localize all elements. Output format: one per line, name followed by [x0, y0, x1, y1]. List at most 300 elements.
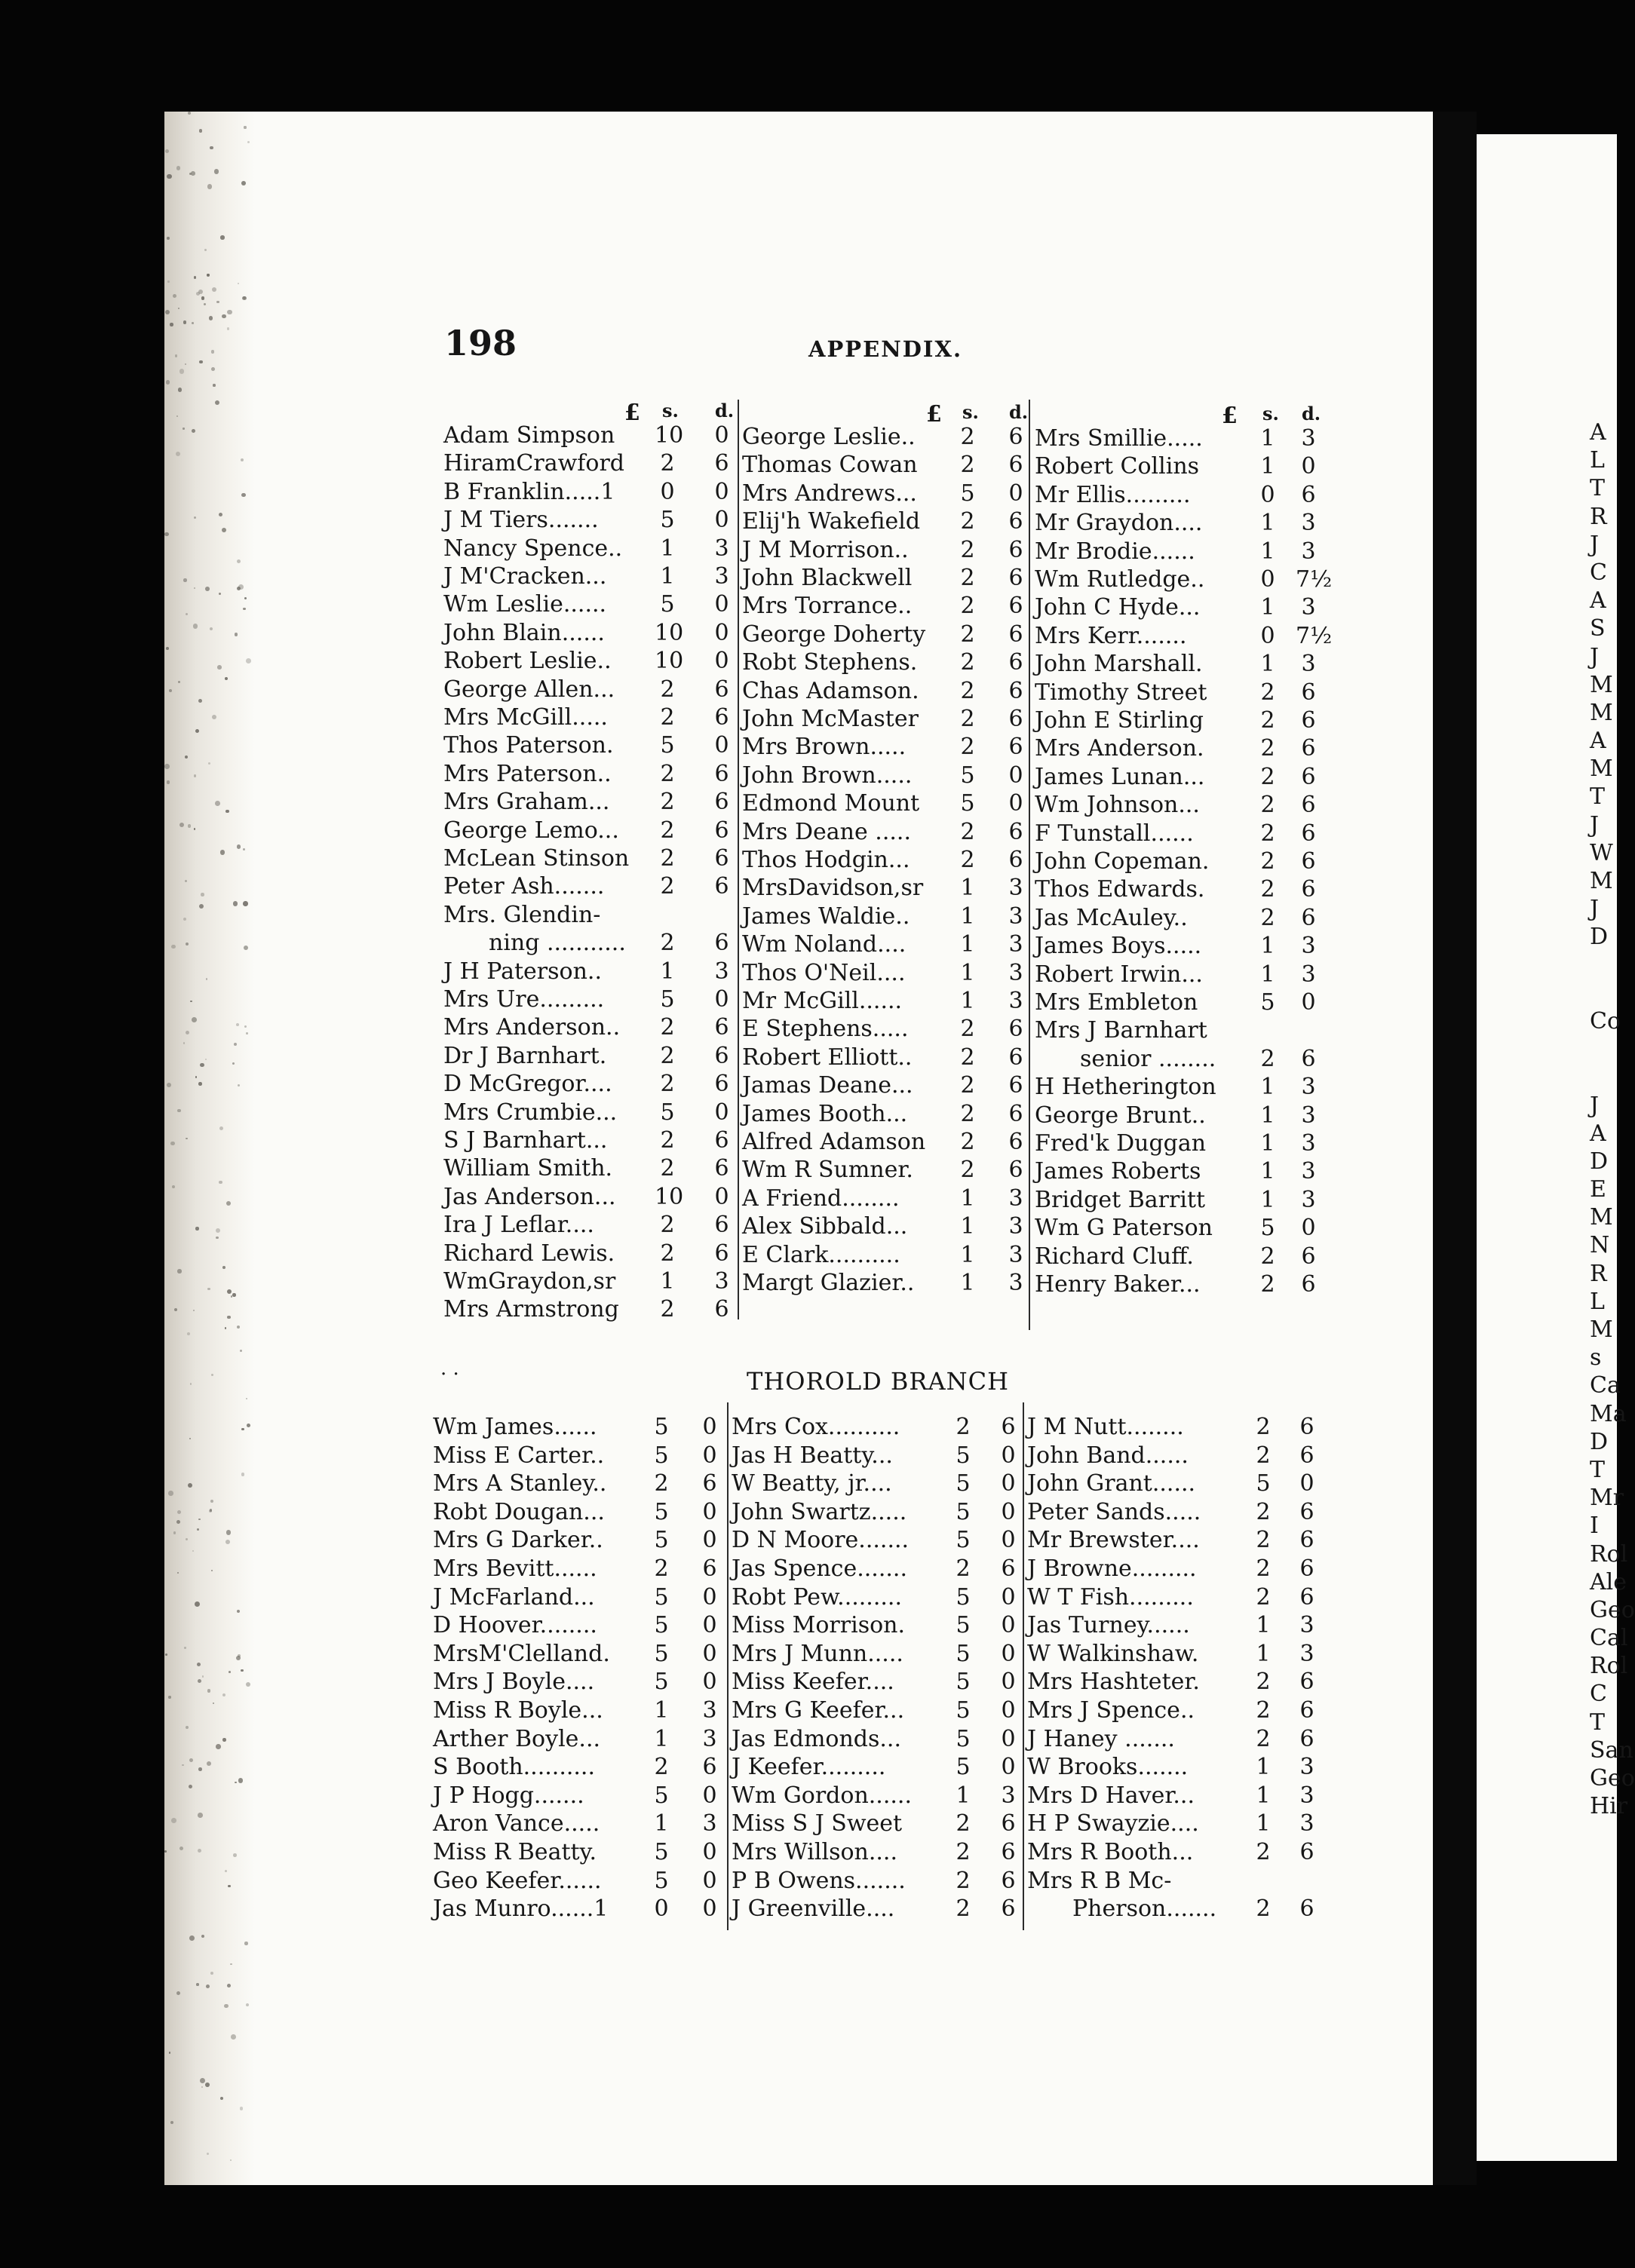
subscriber-name: J Keefer......... [732, 1754, 886, 1781]
subscriber-name: James Booth... [742, 1100, 908, 1127]
subscriber-name: Robt Stephens. [742, 649, 918, 676]
pence-amount: 3 [702, 1810, 717, 1837]
pence-amount: 6 [714, 817, 729, 844]
subscriber-name: Edmond Mount [742, 790, 920, 817]
subscriber-row [433, 1896, 719, 1923]
pence-amount: 3 [1301, 1186, 1316, 1213]
subscriber-row [1035, 1074, 1321, 1102]
pence-amount: 3 [702, 1697, 717, 1724]
subscriber-name: Mrs Cox.......... [732, 1414, 900, 1440]
subscriber-row [1027, 1726, 1314, 1754]
fragment-text: Co [1590, 1007, 1621, 1034]
lower-column-3 [1027, 1414, 1314, 1924]
subscriber-name: Mrs Armstrong [443, 1296, 619, 1323]
pence-amount: 6 [1001, 1810, 1016, 1837]
pence-amount: 3 [714, 563, 729, 590]
pence-amount: 6 [1301, 792, 1316, 819]
pence-amount: 0 [1001, 1527, 1016, 1554]
pence-amount: 0 [1001, 1640, 1016, 1667]
subscriber-row [433, 1782, 719, 1810]
subscriber-name: Arther Boyle... [433, 1725, 601, 1752]
pence-amount: 0 [702, 1669, 717, 1696]
shillings-amount: 5 [956, 1470, 971, 1497]
pence-amount: 6 [702, 1754, 717, 1781]
shillings-amount: 1 [1256, 1754, 1271, 1781]
subscriber-name: MrsDavidson,sr [742, 875, 924, 902]
pence-amount: 6 [1008, 1157, 1023, 1184]
shillings-amount: 1 [960, 875, 975, 902]
pence-amount: 0 [1301, 1215, 1316, 1242]
subscriber-name: Wm Leslie...... [443, 591, 607, 618]
shillings-amount: 2 [1256, 1697, 1271, 1724]
subscriber-row [1035, 764, 1321, 792]
subscriber-row [433, 1839, 719, 1867]
subscriber-name: Mrs Crumbie... [443, 1099, 618, 1126]
subscriber-row [433, 1726, 719, 1754]
subscriber-name: J M'Cracken... [443, 563, 607, 590]
shillings-amount: 1 [1260, 425, 1275, 452]
pence-amount: 6 [1299, 1414, 1314, 1440]
pence-amount: 6 [1001, 1839, 1016, 1865]
shillings-amount: 2 [660, 1212, 675, 1239]
fragment-text: San [1590, 1736, 1633, 1764]
shillings-amount: 2 [960, 536, 975, 563]
fragment-text [1590, 952, 1635, 979]
subscriber-row [742, 734, 1029, 762]
shillings-amount: 2 [960, 1072, 975, 1099]
subscriber-name: James Lunan... [1035, 763, 1205, 790]
subscriber-name: Mrs Bevitt...... [433, 1555, 597, 1582]
subscriber-row [1035, 1187, 1321, 1215]
pence-amount: 0 [1001, 1725, 1016, 1752]
subscriber-name: Jas H Beatty... [732, 1442, 893, 1469]
subscriber-row [742, 537, 1029, 565]
subscriber-row [443, 817, 730, 845]
subscriber-row [443, 1268, 730, 1296]
pence-amount: 6 [1008, 621, 1023, 648]
shillings-amount: 2 [1260, 707, 1275, 734]
shillings-amount: 1 [654, 1725, 669, 1752]
subscriber-name: Mrs Kerr....... [1035, 622, 1187, 649]
shillings-amount: 2 [1260, 1243, 1275, 1270]
subscriber-row [732, 1470, 1018, 1498]
pence-amount: 6 [714, 873, 729, 900]
subscriber-name: John Copeman. [1035, 848, 1210, 875]
subscriber-row [732, 1726, 1018, 1754]
pence-amount: 3 [1301, 1158, 1316, 1185]
pence-amount: 6 [1008, 818, 1023, 845]
subscriber-row [742, 762, 1029, 790]
subscriber-name: Dr J Barnhart. [443, 1042, 607, 1069]
page-number: 198 [444, 323, 517, 363]
subscriber-row [732, 1641, 1018, 1669]
fragment-text: A [1590, 728, 1606, 755]
subscriber-name: Mr Graydon.... [1035, 510, 1203, 537]
shillings-amount: 2 [654, 1470, 669, 1497]
shillings-amount: 10 [655, 1183, 684, 1210]
pence-amount: 0 [1001, 1697, 1016, 1724]
pence-amount: 6 [1299, 1669, 1314, 1696]
fragment-text: Ma [1590, 1400, 1627, 1427]
shillings-amount: 2 [1256, 1442, 1271, 1469]
pence-amount: 6 [714, 1296, 729, 1323]
pence-amount: 6 [702, 1470, 717, 1497]
subscriber-name: Wm R Sumner. [742, 1157, 913, 1184]
pence-amount: 6 [1008, 1100, 1023, 1127]
subscriber-row [1035, 989, 1321, 1017]
shillings-amount: 0 [1260, 566, 1275, 593]
pence-amount: 6 [1001, 1555, 1016, 1582]
subscriber-row [443, 1127, 730, 1155]
pence-amount: 3 [1299, 1612, 1314, 1639]
subscriber-name: Mrs Brown..... [742, 734, 906, 761]
currency-header: d. [715, 400, 735, 421]
pence-amount: 3 [1008, 903, 1023, 930]
subscriber-row [433, 1612, 719, 1640]
subscriber-row [1035, 1271, 1321, 1299]
subscriber-name: MrsM'Clelland. [433, 1640, 610, 1667]
subscriber-name: Mrs Smillie..... [1035, 425, 1203, 452]
subscriber-row [433, 1555, 719, 1583]
shillings-amount: 1 [1260, 1186, 1275, 1213]
subscriber-row [742, 480, 1029, 508]
fragment-text: T [1590, 783, 1606, 811]
pence-amount: 6 [1001, 1896, 1016, 1923]
subscriber-name: George Doherty [742, 621, 926, 648]
subscriber-name: Robert Collins [1035, 453, 1200, 480]
pence-amount: 3 [714, 1268, 729, 1295]
shillings-amount: 5 [956, 1669, 971, 1696]
pence-amount: 6 [1008, 508, 1023, 535]
subscriber-row [742, 452, 1029, 480]
shillings-amount: 1 [654, 1810, 669, 1837]
subscriber-name: John Brown..... [742, 762, 913, 789]
subscriber-row [433, 1527, 719, 1555]
subscriber-row [732, 1782, 1018, 1810]
subscriber-row [1035, 482, 1321, 510]
pence-amount: 3 [1299, 1782, 1314, 1809]
subscriber-row [742, 1157, 1029, 1185]
fragment-text: C [1590, 1681, 1607, 1708]
subscriber-name: John McMaster [742, 706, 919, 732]
fragment-text: s [1590, 1344, 1602, 1372]
subscriber-name: Robert Leslie.. [443, 648, 612, 675]
subscriber-name: Mrs Paterson.. [443, 760, 612, 787]
subscriber-row [1027, 1782, 1314, 1810]
pence-amount: 3 [1301, 510, 1316, 537]
subscriber-row [443, 1240, 730, 1268]
subscriber-row [433, 1810, 719, 1838]
subscriber-row [1027, 1697, 1314, 1725]
subscriber-name: S Booth.......... [433, 1754, 595, 1781]
shillings-amount: 1 [1260, 961, 1275, 988]
shillings-amount: 2 [960, 424, 975, 450]
page-gutter [1433, 112, 1477, 2185]
shillings-amount: 0 [654, 1896, 669, 1923]
shillings-amount: 2 [960, 452, 975, 479]
subscriber-name: W Walkinshaw. [1027, 1640, 1199, 1667]
subscriber-row [443, 1296, 730, 1324]
subscriber-name: Jas Anderson... [443, 1183, 616, 1210]
subscriber-name: John Grant...... [1027, 1470, 1196, 1497]
shillings-amount: 1 [1260, 1074, 1275, 1101]
pence-amount: 6 [714, 1240, 729, 1267]
shillings-amount: 2 [1260, 1045, 1275, 1072]
subscriber-name: S J Barnhart... [443, 1127, 608, 1154]
pence-amount: 6 [1001, 1867, 1016, 1894]
subscriber-name: Mrs Andrews... [742, 480, 917, 507]
fragment-text: M [1590, 671, 1613, 698]
subscriber-name: Mrs Ure......... [443, 986, 605, 1013]
pence-amount: 6 [1301, 707, 1316, 734]
shillings-amount: 2 [1256, 1839, 1271, 1865]
subscriber-row [742, 1044, 1029, 1072]
pence-amount: 6 [1299, 1555, 1314, 1582]
pence-amount: 3 [714, 958, 729, 985]
pence-amount: 6 [1008, 424, 1023, 450]
binding-spine [164, 112, 255, 2185]
shillings-amount: 1 [1260, 510, 1275, 537]
subscriber-name: Bridget Barritt [1035, 1186, 1206, 1213]
subscriber-name: George Allen... [443, 676, 615, 703]
subscriber-name: D McGregor.... [443, 1071, 612, 1098]
pence-amount: 6 [702, 1555, 717, 1582]
subscriber-row [1027, 1896, 1314, 1923]
subscriber-name: McLean Stinson [443, 845, 630, 872]
subscriber-name: Robert Irwin... [1035, 961, 1203, 988]
pence-amount: 0 [1001, 1612, 1016, 1639]
pence-amount: 3 [1301, 651, 1316, 678]
shillings-amount: 5 [654, 1867, 669, 1894]
shillings-amount: 2 [1256, 1583, 1271, 1611]
fragment-text: A [1590, 1120, 1606, 1147]
subscriber-row [742, 621, 1029, 649]
shillings-amount: 5 [1256, 1470, 1271, 1497]
subscriber-row [1035, 961, 1321, 989]
shillings-amount: 5 [956, 1754, 971, 1781]
fragment-text: W [1590, 839, 1613, 866]
shillings-amount: 5 [1260, 989, 1275, 1016]
shillings-amount: 2 [960, 508, 975, 535]
pence-amount: 3 [1008, 988, 1023, 1014]
subscriber-name: Miss R Beatty. [433, 1839, 597, 1865]
subscriber-name: John E Stirling [1035, 707, 1204, 734]
subscriber-name: Mrs J Barnhart [1035, 1017, 1207, 1044]
shillings-amount: 1 [1260, 651, 1275, 678]
shillings-amount: 2 [960, 706, 975, 732]
subscriber-row [1035, 1046, 1321, 1074]
subscriber-row [443, 648, 730, 676]
subscriber-name: Alfred Adamson [742, 1129, 926, 1155]
pence-amount: 6 [714, 1155, 729, 1182]
shillings-amount: 2 [956, 1414, 971, 1440]
pence-amount: 0 [1008, 762, 1023, 789]
pence-amount: 3 [702, 1725, 717, 1752]
shillings-amount: 2 [960, 593, 975, 620]
shillings-amount: 2 [1256, 1669, 1271, 1696]
pence-amount: 0 [714, 1099, 729, 1126]
fragment-text: J [1590, 896, 1600, 923]
currency-header: s. [662, 400, 679, 421]
shillings-amount: 5 [960, 790, 975, 817]
pence-amount: 0 [1001, 1470, 1016, 1497]
shillings-amount: 2 [960, 818, 975, 845]
subscriber-row [1035, 594, 1321, 622]
subscriber-name: Mrs. Glendin- [443, 901, 601, 928]
pence-amount: 3 [714, 535, 729, 562]
pence-amount: 3 [1301, 961, 1316, 988]
pence-amount: 0 [1001, 1498, 1016, 1525]
pence-amount: 6 [1301, 481, 1316, 508]
subscriber-name: John C Hyde... [1035, 594, 1201, 621]
subscriber-row [443, 479, 730, 507]
subscriber-row [1035, 707, 1321, 735]
subscriber-name: Chas Adamson. [742, 677, 919, 704]
subscriber-name: J M Nutt........ [1027, 1414, 1184, 1440]
shillings-amount: 2 [956, 1839, 971, 1865]
subscriber-row [1035, 820, 1321, 848]
fragment-text: T [1590, 1709, 1606, 1736]
shillings-amount: 2 [660, 1296, 675, 1323]
shillings-amount: 2 [660, 817, 675, 844]
subscriber-name: Mr Brodie...... [1035, 538, 1195, 565]
shillings-amount: 1 [1260, 933, 1275, 960]
fragment-text [1590, 979, 1635, 1007]
subscriber-name: E Stephens..... [742, 1016, 909, 1043]
fragment-text: T [1590, 475, 1606, 502]
shillings-amount: 1 [1260, 1102, 1275, 1129]
pence-amount: 6 [1008, 1072, 1023, 1099]
subscriber-row [742, 1129, 1029, 1157]
subscriber-row [1035, 933, 1321, 961]
pence-amount: 0 [702, 1839, 717, 1865]
subscriber-row [742, 565, 1029, 593]
pence-amount: 6 [1301, 876, 1316, 903]
shillings-amount: 2 [960, 621, 975, 648]
subscriber-row [1027, 1414, 1314, 1442]
shillings-amount: 2 [1260, 1271, 1275, 1298]
shillings-amount: 0 [660, 478, 675, 505]
shillings-amount: 5 [654, 1527, 669, 1554]
shillings-amount: 2 [1260, 904, 1275, 931]
pence-amount: 6 [714, 789, 729, 816]
shillings-amount: 2 [660, 704, 675, 731]
subscriber-name: John Marshall. [1035, 651, 1203, 678]
shillings-amount: 1 [960, 1270, 975, 1296]
subscriber-name: Adam Simpson [443, 422, 615, 449]
shillings-amount: 5 [1260, 1215, 1275, 1242]
subscriber-row [742, 875, 1029, 903]
pence-amount: 6 [714, 704, 729, 731]
subscriber-name: Mrs Anderson.. [443, 1014, 621, 1041]
fragment-text: I [1590, 1513, 1599, 1540]
subscriber-row [443, 1212, 730, 1240]
subscriber-row [443, 620, 730, 648]
subscriber-row [443, 507, 730, 535]
subscriber-name: John Blain...... [443, 619, 605, 646]
pence-amount: 3 [1008, 1213, 1023, 1240]
subscriber-row [1027, 1555, 1314, 1583]
shillings-amount: 2 [660, 1014, 675, 1041]
subscriber-row [1035, 453, 1321, 481]
pence-amount: 6 [714, 845, 729, 872]
subscriber-row [433, 1868, 719, 1896]
shillings-amount: 5 [956, 1697, 971, 1724]
subscriber-name: Margt Glazier.. [742, 1270, 915, 1296]
subscriber-name: Aron Vance..... [433, 1810, 600, 1837]
subscriber-row [742, 1213, 1029, 1241]
subscriber-row [732, 1810, 1018, 1838]
column-divider [1029, 400, 1030, 1330]
subscriber-row [1035, 1017, 1321, 1045]
fragment-text: M [1590, 1204, 1613, 1231]
subscriber-name: Mrs J Spence.. [1027, 1697, 1195, 1724]
subscriber-row [742, 706, 1029, 734]
subscriber-name: Miss Keefer.... [732, 1669, 894, 1696]
subscriber-row [742, 960, 1029, 988]
shillings-amount: 2 [1256, 1527, 1271, 1554]
subscriber-row [443, 986, 730, 1014]
fragment-text: J [1590, 531, 1600, 558]
subscriber-row [1027, 1584, 1314, 1612]
subscriber-row [443, 676, 730, 704]
upper-column-3 [1035, 403, 1333, 1322]
subscriber-name: Wm Johnson... [1035, 792, 1200, 819]
shillings-amount: 2 [660, 1071, 675, 1098]
subscriber-name: Mrs Embleton [1035, 989, 1198, 1016]
shillings-amount: 5 [654, 1612, 669, 1639]
subscriber-row [742, 1072, 1029, 1100]
shillings-amount: 2 [1260, 820, 1275, 847]
subscriber-row [443, 1043, 730, 1071]
subscriber-name: Nancy Spence.. [443, 535, 623, 562]
shillings-amount: 5 [956, 1498, 971, 1525]
subscriber-row [732, 1868, 1018, 1896]
shillings-amount: 5 [956, 1725, 971, 1752]
pence-amount: 0 [702, 1527, 717, 1554]
subscriber-name: Miss R Boyle... [433, 1697, 603, 1724]
shillings-amount: 1 [1256, 1612, 1271, 1639]
shillings-amount: 5 [956, 1583, 971, 1611]
pence-amount: 3 [1008, 931, 1023, 958]
subscriber-row [1035, 1158, 1321, 1186]
pence-amount: 3 [1008, 1270, 1023, 1296]
pence-amount: 3 [1008, 1185, 1023, 1212]
subscriber-row [433, 1697, 719, 1725]
pence-amount: 0 [714, 619, 729, 646]
currency-header: d. [1009, 401, 1029, 423]
lower-column-1 [433, 1414, 719, 1924]
pence-amount: 3 [1299, 1810, 1314, 1837]
subscriber-name: Ira J Leflar.... [443, 1212, 594, 1239]
subscriber-row [1027, 1470, 1314, 1498]
subscriber-row [433, 1442, 719, 1470]
subscriber-row [443, 1155, 730, 1183]
subscriber-name: Mrs Torrance.. [742, 593, 913, 620]
shillings-amount: 10 [655, 619, 684, 646]
shillings-amount: 1 [660, 958, 675, 985]
shillings-amount: 2 [1256, 1555, 1271, 1582]
subscriber-name: E Clark.......... [742, 1241, 900, 1268]
pence-amount: 0 [1001, 1669, 1016, 1696]
subscriber-row [1027, 1839, 1314, 1867]
shillings-amount: 2 [660, 760, 675, 787]
pence-amount: 6 [1299, 1725, 1314, 1752]
subscriber-name: Jas Spence....... [732, 1555, 907, 1582]
pence-amount: 3 [1008, 875, 1023, 902]
subscriber-row [1027, 1754, 1314, 1782]
subscriber-row [742, 1242, 1029, 1270]
